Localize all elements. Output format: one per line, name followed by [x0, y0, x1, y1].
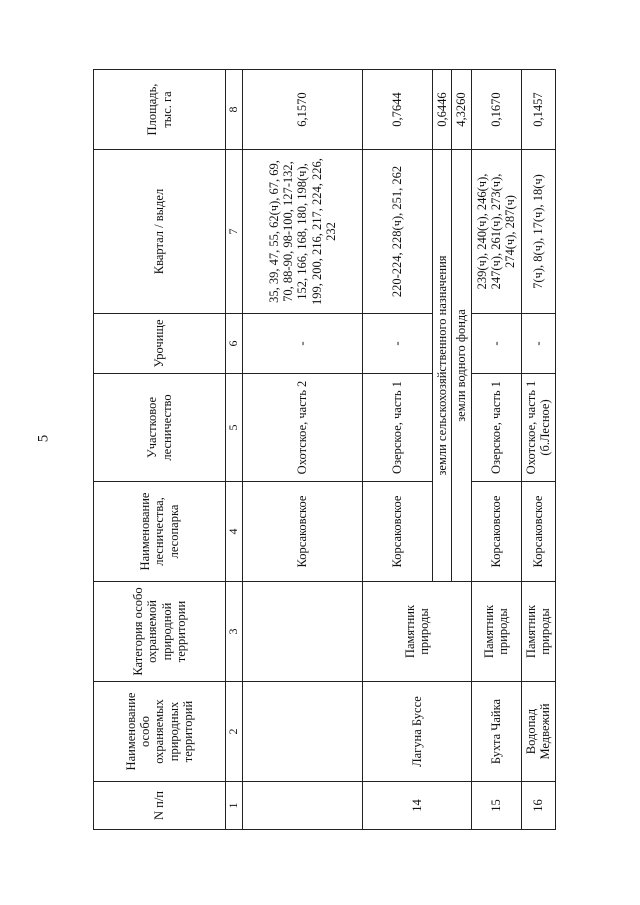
cell-category: Памятник природы	[363, 582, 472, 682]
agri-land-area: 0,6446	[433, 70, 452, 150]
header-row	[94, 70, 226, 830]
header-cell: Наименование особо охраняемых природных территорий	[94, 682, 226, 782]
header-cell: Площадь, тыс. га	[94, 70, 226, 150]
table-row-continued	[243, 70, 363, 830]
rotated-table-wrapper	[93, 70, 553, 830]
column-number-row	[226, 70, 243, 830]
header-cell: Участковое лесничество	[94, 374, 226, 482]
table-row-14	[363, 70, 433, 830]
table-row-15	[471, 70, 521, 830]
agri-land-label: земли сельскохозяйственного назначения	[433, 150, 452, 582]
cell-n: 15	[471, 782, 521, 830]
header-cell: N п/п	[94, 782, 226, 830]
cell-tract: -	[363, 314, 433, 374]
cell-district: Озерское, часть 1	[471, 374, 521, 482]
protected-areas-table	[93, 69, 556, 830]
cell-quarter: 7(ч), 8(ч), 17(ч), 18(ч)	[521, 150, 555, 314]
cell-n: 16	[521, 782, 555, 830]
header-cell: Урочище	[94, 314, 226, 374]
cell-forestry: Корсаковское	[471, 482, 521, 582]
cell-n	[243, 782, 363, 830]
cell-quarter: 239(ч), 240(ч), 246(ч), 247(ч), 261(ч), 273(ч), 274(ч), 287(ч)	[471, 150, 521, 314]
cell-category: Памятник природы	[521, 582, 555, 682]
header-cell: Наименование лесничества, лесопарка	[94, 482, 226, 582]
cell-district: Охотское, часть 1 (б.Лесное)	[521, 374, 555, 482]
column-number: 4	[226, 482, 243, 582]
cell-tract: -	[521, 314, 555, 374]
cell-n: 14	[363, 782, 472, 830]
cell-name: Бухта Чайка	[471, 682, 521, 782]
cell-district: Охотское, часть 2	[243, 374, 363, 482]
cell-category	[243, 582, 363, 682]
table-row-16	[521, 70, 555, 830]
column-number: 7	[226, 150, 243, 314]
cell-area: 0,1670	[471, 70, 521, 150]
cell-tract: -	[471, 314, 521, 374]
cell-category: Памятник природы	[471, 582, 521, 682]
water-land-label: земли водного фонда	[452, 150, 471, 582]
cell-area: 0,7644	[363, 70, 433, 150]
cell-quarter: 35, 39, 47, 55, 62(ч), 67, 69, 70, 88-90, 98-100, 127-132, 152, 166, 168, 180, 198(ч), 199, 200, 216, 217, 224, 226, 232	[243, 150, 363, 314]
cell-name: Водопад Медвежий	[521, 682, 555, 782]
cell-tract: -	[243, 314, 363, 374]
page-number: 5	[35, 434, 52, 443]
header-cell: Категория особо охраняемой природной территории	[94, 582, 226, 682]
column-number: 3	[226, 582, 243, 682]
cell-forestry: Корсаковское	[243, 482, 363, 582]
cell-quarter: 220-224, 228(ч), 251, 262	[363, 150, 433, 314]
column-number: 2	[226, 682, 243, 782]
cell-name	[243, 682, 363, 782]
column-number: 1	[226, 782, 243, 830]
cell-forestry: Корсаковское	[521, 482, 555, 582]
water-land-area: 4,3260	[452, 70, 471, 150]
cell-area: 6,1570	[243, 70, 363, 150]
cell-name: Лагуна Буссе	[363, 682, 472, 782]
header-cell: Квартал / выдел	[94, 150, 226, 314]
cell-forestry: Корсаковское	[363, 482, 433, 582]
cell-area: 0,1457	[521, 70, 555, 150]
column-number: 8	[226, 70, 243, 150]
column-number: 5	[226, 374, 243, 482]
column-number: 6	[226, 314, 243, 374]
cell-district: Озерское, часть 1	[363, 374, 433, 482]
